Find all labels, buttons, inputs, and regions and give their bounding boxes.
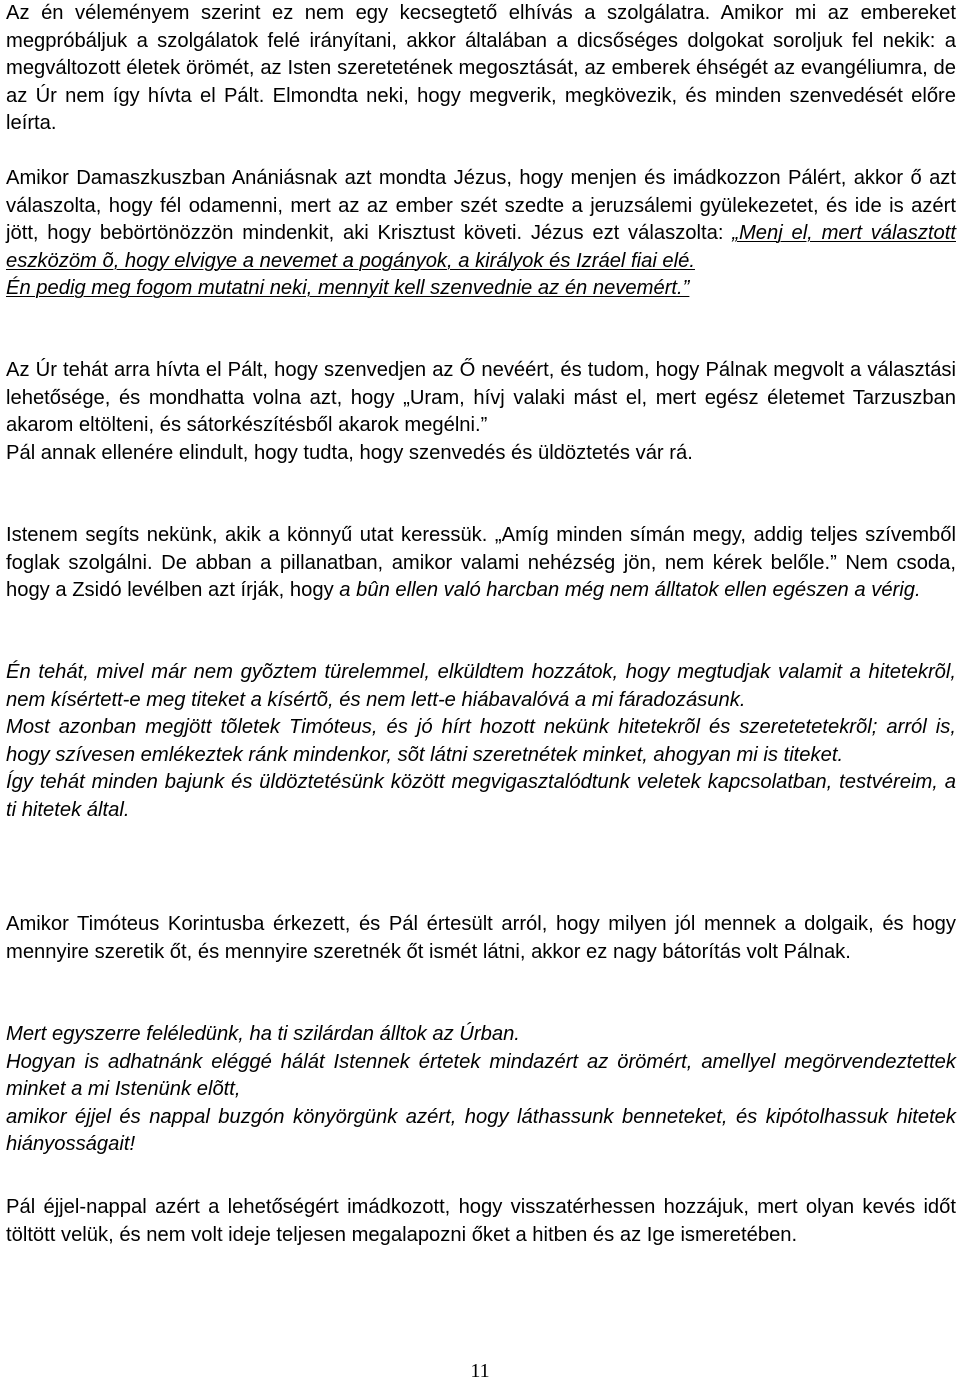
paragraph-text: Az én véleményem szerint ez nem egy kecsegtető elhívás a szolgálatra. Amikor mi az embereket megpróbáljuk a szolgálatok felé irányítani, akkor általában a dicsőséges dolgokat soroljuk fel nekik: a megváltozott életek örömét, az Isten szeretetének megosztását, az emberek éhségét az evangéliumra, de az Úr nem így hívta el Pált. Elmondta neki, hogy megverik, megkövezik, és minden szenvedését előre leírta. — [6, 2, 956, 134]
paragraph-text: Amikor Timóteus Korintusba érkezett, és Pál értesült arról, hogy milyen jól mennek a dolgaik, és hogy mennyire szeretik őt, és mennyire szeretnék őt ismét látni, akkor ez nagy bátorítás volt Pálnak. — [6, 913, 956, 963]
page-number: 11 — [470, 1360, 490, 1382]
paragraph — [6, 0, 956, 138]
paragraph-text: Pál éjjel-nappal azért a lehetőségért imádkozott, hogy visszatérhessen hozzájuk, mert olyan kevés időt töltött velük, és nem volt ideje teljesen megalapozni őket a hitben és az Ige ismeretében. — [6, 1196, 956, 1246]
paragraph-text: Mert egyszerre feléledünk, ha ti szilárdan álltok az Úrban. — [6, 1023, 520, 1045]
paragraph-text: a bûn ellen való harcban még nem álltatok ellen egészen a vérig. — [339, 579, 921, 601]
paragraph — [6, 1194, 956, 1249]
paragraph-text: Így tehát minden bajunk és üldöztetésünk között megvigasztalódtunk veletek kapcsolatban, testvéreim, a ti hitetek által. — [6, 771, 956, 821]
paragraph — [6, 659, 956, 824]
paragraph — [6, 165, 956, 303]
paragraph — [6, 522, 956, 605]
paragraph-text: Amikor Damaszkuszban Anániásnak azt mondta Jézus, hogy menjen és imádkozzon Pálért, akkor ő azt válaszolta, hogy fél odamenni, mert az az ember szét szedte a jeruzsálemi gyülekezetet, és ide is azért jött, hogy bebörtönözzön mindenkit, aki Krisztust követi. Jézus ezt válaszolta: — [6, 167, 956, 244]
paragraph-text: Hogyan is adhatnánk eléggé hálát Istennek értetek mindazért az örömért, amellyel megörvendeztettek minket a mi Istenünk elõtt, — [6, 1050, 956, 1100]
paragraph — [6, 911, 956, 966]
paragraph-text: Én tehát, mivel már nem gyõztem türelemmel, elküldtem hozzátok, hogy megtudjak valamit a hitetekrõl, nem kísértett-e meg titeket a kísértõ, és nem lett-e hiábavalóvá a mi fáradozásunk. — [6, 661, 956, 711]
paragraph-text: Most azonban megjött tõletek Timóteus, és jó hírt hozott nekünk hitetekrõl és szeretetetekrõl; arról is, hogy szívesen emlékeztek ránk mindenkor, sõt látni szeretnétek minket, ahogyan mi is titeket. — [6, 716, 956, 766]
paragraph-text: „Menj el, mert választott eszközöm õ, hogy elvigye a nevemet a pogányok, a királyok és Izráel fiai elé. — [6, 222, 956, 272]
paragraph-text: Pál annak ellenére elindult, hogy tudta, hogy szenvedés és üldöztetés vár rá. — [6, 441, 693, 464]
paragraph-text: Istenem segíts nekünk, akik a könnyű utat keressük. „Amíg minden símán megy, addig teljes szívemből foglak szolgálni. De abban a pillanatban, amikor valami nehézség jön, nem kérek belőle.” Nem csoda, hogy a Zsidó levélben azt írják, hogy — [6, 524, 956, 601]
paragraph-text: Én pedig meg fogom mutatni neki, mennyit kell szenvednie az én nevemért.” — [6, 277, 690, 299]
paragraph-text: amikor éjjel és nappal buzgón könyörgünk azért, hogy láthassunk benneteket, és kipótolhassuk hitetek hiányosságait! — [6, 1105, 956, 1155]
paragraph — [6, 1021, 956, 1159]
paragraph-text: Az Úr tehát arra hívta el Pált, hogy szenvedjen az Ő nevéért, és tudom, hogy Pálnak megvolt a választási lehetősége, és mondhatta volna azt, hogy „Uram, hívj valaki mást el, mert egész életemet Tarzuszban akarom eltölteni, és sátorkészítésből akarok megélni.” — [6, 359, 956, 436]
paragraph — [6, 357, 956, 467]
